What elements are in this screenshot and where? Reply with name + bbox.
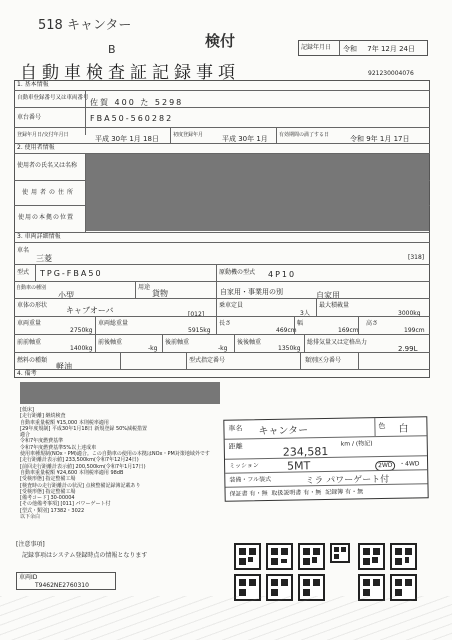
handwritten-note: 518 キャンター (38, 18, 132, 33)
note-line: 以下余白 (20, 514, 41, 521)
note-line: [その他備考事項] [011] パワーゲート付 (20, 501, 111, 508)
fr-value: -kg (148, 345, 158, 352)
max-load-value: 3000kg (398, 310, 421, 317)
manual-no: 無 (315, 489, 322, 497)
gross-value: 5915kg (188, 327, 211, 334)
base-location-label: 使用の本拠の位置 (18, 214, 75, 221)
sticker-mission-label: ミッション (229, 462, 259, 470)
notice-text: 記録事項はシステム登録時点の情報となります (22, 552, 148, 559)
record-date-year: 7 (367, 45, 372, 53)
record-book-label: 記録簿 (325, 488, 344, 497)
width-value: 169cm (338, 327, 359, 334)
shape-value: キャブオーバ (66, 306, 114, 315)
record-date-label: 記録年月日 (301, 44, 332, 51)
page-title: 自動車検査証記録事項 (20, 63, 240, 83)
sticker-equip-label: 装備・フル装式 (229, 475, 272, 484)
first-reg-value: 平成 30年 1月 18日 (95, 135, 159, 143)
manual-label: 取扱説明書 (271, 489, 302, 497)
private-value: 自家用 (316, 291, 340, 300)
reg-number-value: 佐賀 400 た 5298 (90, 98, 184, 107)
note-line: 適合 (20, 432, 31, 439)
notes-list (20, 407, 225, 520)
section-4-title: 4. 備考 (17, 370, 37, 377)
engine-label: 原動機の型式 (219, 269, 256, 276)
reg-number-label: 自動車登録番号又は車両番号 (17, 95, 89, 101)
maker-label: 車名 (17, 247, 30, 254)
sticker-distance-value: 234,581 (282, 444, 329, 459)
record-date-era: 令和 (343, 45, 357, 53)
redaction-block (86, 154, 429, 231)
record-date-box (298, 40, 428, 56)
note-line: [受検形態] 指定整備工場 (20, 476, 76, 483)
sticker-equip-value: ミラ パワーゲート付 (305, 474, 390, 487)
use-label: 用途 (138, 284, 151, 291)
model-value: TPG-FBA50 (40, 269, 103, 278)
rr-value: 1350kg (278, 345, 301, 352)
note-line: [前回走行距離計表示値] 200,500km(令和7年1月17日) (20, 463, 146, 470)
guarantee-yes: 有 (249, 490, 256, 498)
note-line: 自動車重量税額 ¥15,000 本則税率適用 (20, 419, 109, 426)
note-line: [29年度規制] 平成30年1月18日 新規登録 50%減税措置 (20, 425, 148, 432)
qr-code-2 (266, 543, 293, 570)
handwritten-mark: B (108, 43, 116, 56)
sticker-4wd: ・4WD (399, 460, 420, 468)
ffw-value: 1400kg (70, 345, 93, 352)
section-3-title: 3. 車両詳細情報 (17, 233, 61, 240)
qr-code-3 (298, 543, 325, 570)
rf-value: -kg (218, 345, 228, 352)
section-2-title: 2. 使用者情報 (17, 144, 55, 151)
notes-redaction (20, 382, 220, 404)
note-line: [備考コード] 30-00004 (20, 495, 75, 502)
private-label: 自家用・事業用の別 (220, 288, 283, 296)
displacement-label: 総排気量又は定格出力 (307, 339, 368, 346)
note-line: 使用車種規制(NOx・PM)適合。この自動車の使用の本拠はNOx・PM対策地域外です (20, 451, 210, 458)
sticker-color-label: 色 (378, 421, 386, 431)
kind-value: 小型 (58, 291, 74, 300)
weight-label: 車両重量 (17, 320, 42, 327)
sticker-car-value: キャンター (258, 425, 309, 438)
sticker-distance-unit: km / (物記) (340, 440, 373, 448)
expiry-label: 有効期間の満了する日 (279, 132, 330, 138)
use-value: 貨物 (152, 289, 168, 298)
manual-yes: 有 (303, 489, 310, 497)
vehicle-id-value: T9462NE2760310 (35, 582, 89, 589)
capacity-value: 3人 (300, 310, 310, 317)
note-line: 令和7年度燃費基準 (20, 438, 64, 445)
user-address-label: 使用者の住所 (22, 189, 77, 196)
height-value: 199cm (404, 327, 425, 334)
sticker-mission-value: 5MT (287, 459, 311, 473)
month-unit: 月 (389, 45, 397, 53)
maker-code: [318] (408, 254, 425, 261)
sticker-color-value: 白 (398, 423, 409, 435)
length-value: 469cm (276, 327, 297, 334)
note-line: [型式・類別] 17382・3022 (20, 507, 85, 514)
gross-label: 車両総重量 (98, 320, 129, 327)
first-reg2-value: 平成 30年 1月 (222, 135, 268, 143)
shape-code: [012] (188, 311, 205, 318)
day-unit: 日 (408, 45, 416, 53)
ffw-label: 前前軸重 (17, 339, 42, 346)
watermark-lines (0, 596, 452, 640)
record-yes: 有 (345, 488, 352, 496)
category-label: 類別区分番号 (305, 357, 342, 364)
qr-code-6 (390, 543, 417, 570)
note-line: [低床] (20, 407, 34, 413)
record-date-day: 24 (399, 45, 409, 53)
length-label: 長さ (219, 320, 232, 327)
displacement-value: 2.99L (398, 345, 418, 353)
note-line: 自動車重量税額 ¥24,600 本則税率適用 98dB (20, 469, 124, 476)
inspection-sticker: 車名 キャンター 色 白 距離 km / (物記) 234,581 ミッション 5MT 2WD ・4WD 装備・フル装式 ミラ パワーゲート付 保証書 有・無 取扱説明書 有・無 記録簿 有・無 (223, 416, 428, 502)
vehicle-id-box (16, 572, 116, 590)
width-label: 幅 (297, 320, 304, 327)
rf-label: 後前軸重 (165, 339, 190, 346)
capacity-label: 乗車定員 (219, 302, 244, 309)
fuel-label: 燃料の種類 (17, 357, 48, 364)
max-load-label: 最大積載量 (319, 302, 350, 309)
document-number: 921230004076 (368, 70, 414, 77)
sticker-2wd: 2WD (375, 461, 396, 471)
sticker-car-label: 車名 (228, 424, 243, 433)
designation-label: 型式指定番号 (189, 357, 226, 364)
note-line: [受検形態] 指定整備工場 (20, 488, 76, 495)
qr-code-4 (330, 543, 350, 563)
note-line: [走行距離計表示値] 233,500km(令和7年12月24日) (20, 457, 139, 464)
vehicle-id-label: 車両ID (19, 574, 38, 581)
year-unit: 年 (371, 45, 379, 53)
guarantee-label: 保証書 (229, 490, 248, 498)
record-no: 無 (357, 488, 364, 496)
height-label: 高さ (366, 320, 379, 327)
user-name-label: 使用者の氏名又は名称 (17, 162, 78, 169)
first-reg-label: 登録年月日/交付年月日 (17, 132, 69, 138)
guarantee-no: 無 (261, 490, 268, 498)
rr-label: 後後軸重 (237, 339, 262, 346)
vin-value: FBA50-560282 (90, 114, 174, 123)
engine-value: 4P10 (268, 270, 297, 279)
fuel-value: 軽油 (56, 362, 72, 371)
sticker-distance-label: 距離 (228, 442, 243, 451)
stamp-handwriting: 検付 (205, 32, 236, 50)
first-reg2-label: 初度登録年月 (173, 132, 204, 138)
note-line: 令和7年度燃費基準5%以上達成車 (20, 444, 97, 451)
qr-code-1 (234, 543, 261, 570)
weight-value: 2750kg (70, 327, 93, 334)
expiry-value: 令和 9年 1月 17日 (350, 135, 410, 143)
kind-label: 自動車の種別 (16, 285, 47, 291)
model-label: 型式 (17, 269, 30, 276)
note-line: [検査時の走行距離計の状況] 点検整備記録簿記載あり (20, 482, 141, 489)
vin-label: 車台番号 (17, 114, 42, 121)
record-date-month: 12 (380, 45, 390, 53)
qr-code-5 (358, 543, 385, 570)
section-1-title: 1. 基本情報 (17, 81, 49, 88)
maker-value: 三菱 (36, 254, 52, 263)
fr-label: 前後軸重 (98, 339, 123, 346)
shape-label: 車体の形状 (17, 302, 48, 309)
note-line: [走行距離] 継続検査 (20, 413, 66, 420)
notice-title: [注意事項] (16, 541, 45, 548)
